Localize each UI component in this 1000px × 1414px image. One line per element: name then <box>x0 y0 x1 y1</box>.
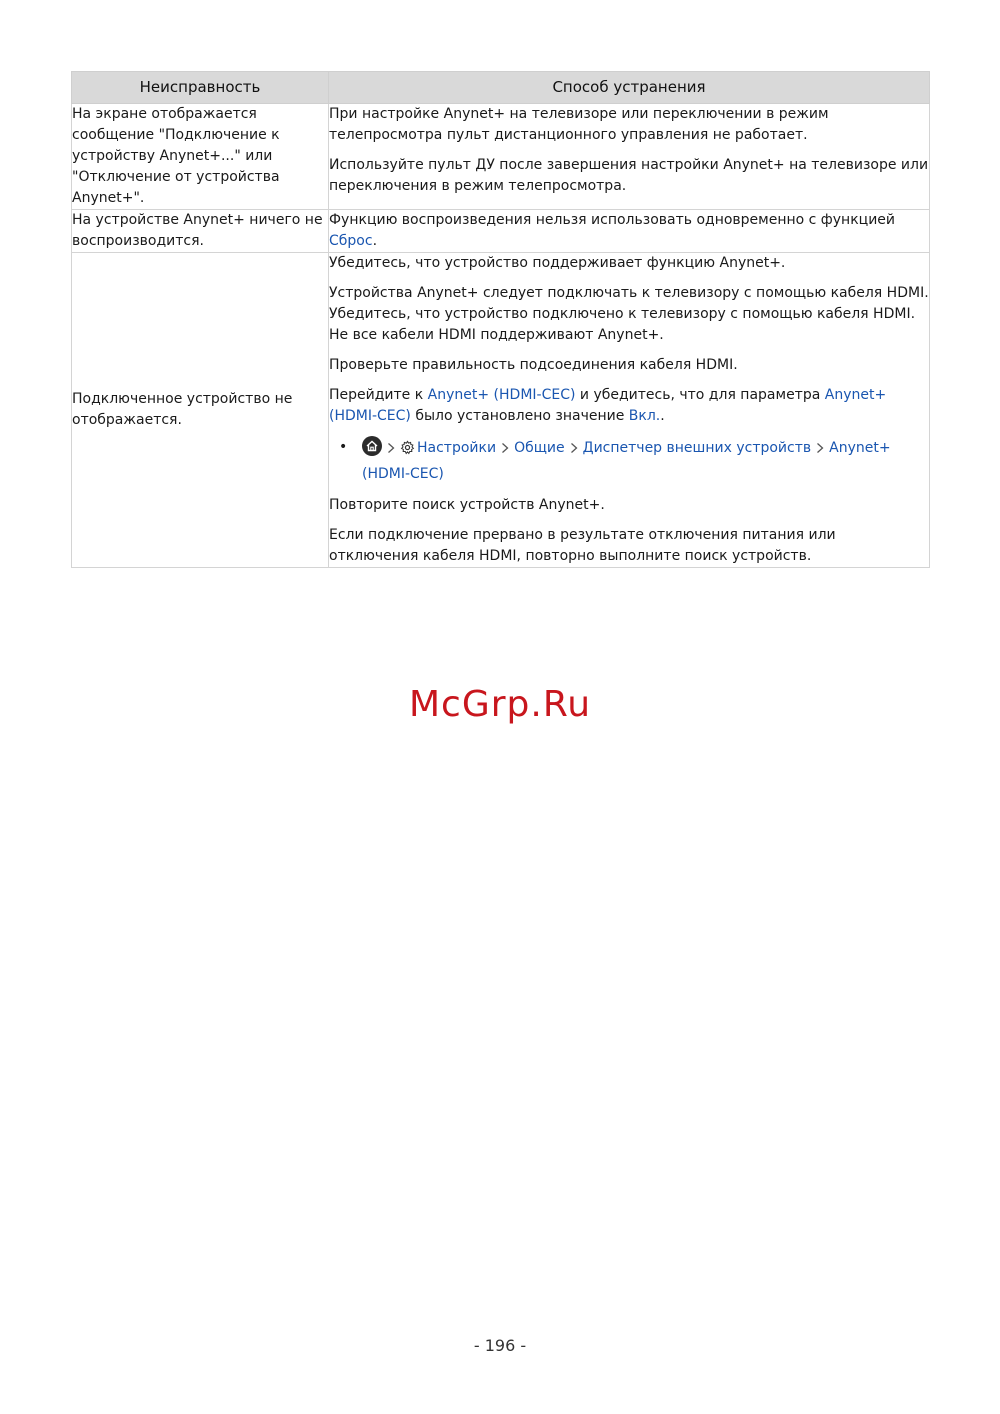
header-solution: Способ устранения <box>329 72 930 104</box>
menu-item-device-manager[interactable]: Диспетчер внешних устройств <box>582 440 812 456</box>
solution-text: При настройке Anynet+ на телевизоре или переключении в режим телепросмотра пульт дистанционного управления не работает. <box>329 106 829 143</box>
on-value-link[interactable]: Вкл. <box>628 408 661 424</box>
bullet: • <box>339 439 348 455</box>
solution-text: Проверьте правильность подсоединения кабеля HDMI. <box>329 357 738 373</box>
solution-text: Повторите поиск устройств Anynet+. <box>329 497 605 513</box>
reset-link[interactable]: Сброс <box>329 233 373 249</box>
menu-item-settings[interactable]: Настройки <box>417 440 497 456</box>
troubleshooting-table <box>71 71 930 568</box>
solution-text: Если подключение прервано в результате отключения питания или отключения кабеля HDMI, повторно выполните поиск устройств. <box>329 527 836 564</box>
solution-cell <box>329 210 930 253</box>
solution-cell <box>329 253 930 568</box>
menu-item-anynet[interactable]: Anynet+ (HDMI-CEC) <box>362 440 891 482</box>
table-row <box>72 104 930 210</box>
solution-text: Перейдите к Anynet+ (HDMI-CEC) и убедитесь, что для параметра Anynet+ (HDMI-CEC) было установлено значение Вкл.. <box>329 387 887 424</box>
chevron-right-icon <box>387 439 395 462</box>
problem-cell: На экране отображается сообщение "Подключение к устройству Anynet+..." или "Отключение от устройства Anynet+". <box>72 104 329 210</box>
chevron-right-icon <box>816 439 824 462</box>
home-icon <box>362 436 382 456</box>
solution-text: Используйте пульт ДУ после завершения настройки Anynet+ на телевизоре или переключения в режим телепросмотра. <box>329 157 929 194</box>
problem-cell: На устройстве Anynet+ ничего не воспроизводится. <box>72 210 329 253</box>
chevron-right-icon <box>501 439 509 462</box>
solution-cell <box>329 104 930 210</box>
solution-text: Устройства Anynet+ следует подключать к телевизору с помощью кабеля HDMI. Убедитесь, что устройство подключено к телевизору с помощью кабеля HDMI. Не все кабели HDMI поддерживают Anynet+. <box>329 285 929 343</box>
menu-item-general[interactable]: Общие <box>514 440 565 456</box>
watermark: McGrp.Ru <box>408 684 592 725</box>
problem-cell: Подключенное устройство не отображается. <box>72 253 329 568</box>
anynet-link[interactable]: Anynet+ (HDMI-CEC) <box>329 387 887 424</box>
solution-text: Функцию воспроизведения нельзя использовать одновременно с функцией Сброс. <box>329 212 896 249</box>
menu-path <box>329 436 929 486</box>
chevron-right-icon <box>570 439 578 462</box>
header-problem: Неисправность <box>72 72 329 104</box>
table-row <box>72 253 930 568</box>
page-number: - 196 - <box>473 1336 527 1355</box>
table-row <box>72 210 930 253</box>
anynet-link[interactable]: Anynet+ (HDMI-CEC) <box>427 387 576 403</box>
gear-icon <box>400 440 415 463</box>
table-header-row <box>72 72 930 104</box>
solution-text: Убедитесь, что устройство поддерживает функцию Anynet+. <box>329 255 786 271</box>
